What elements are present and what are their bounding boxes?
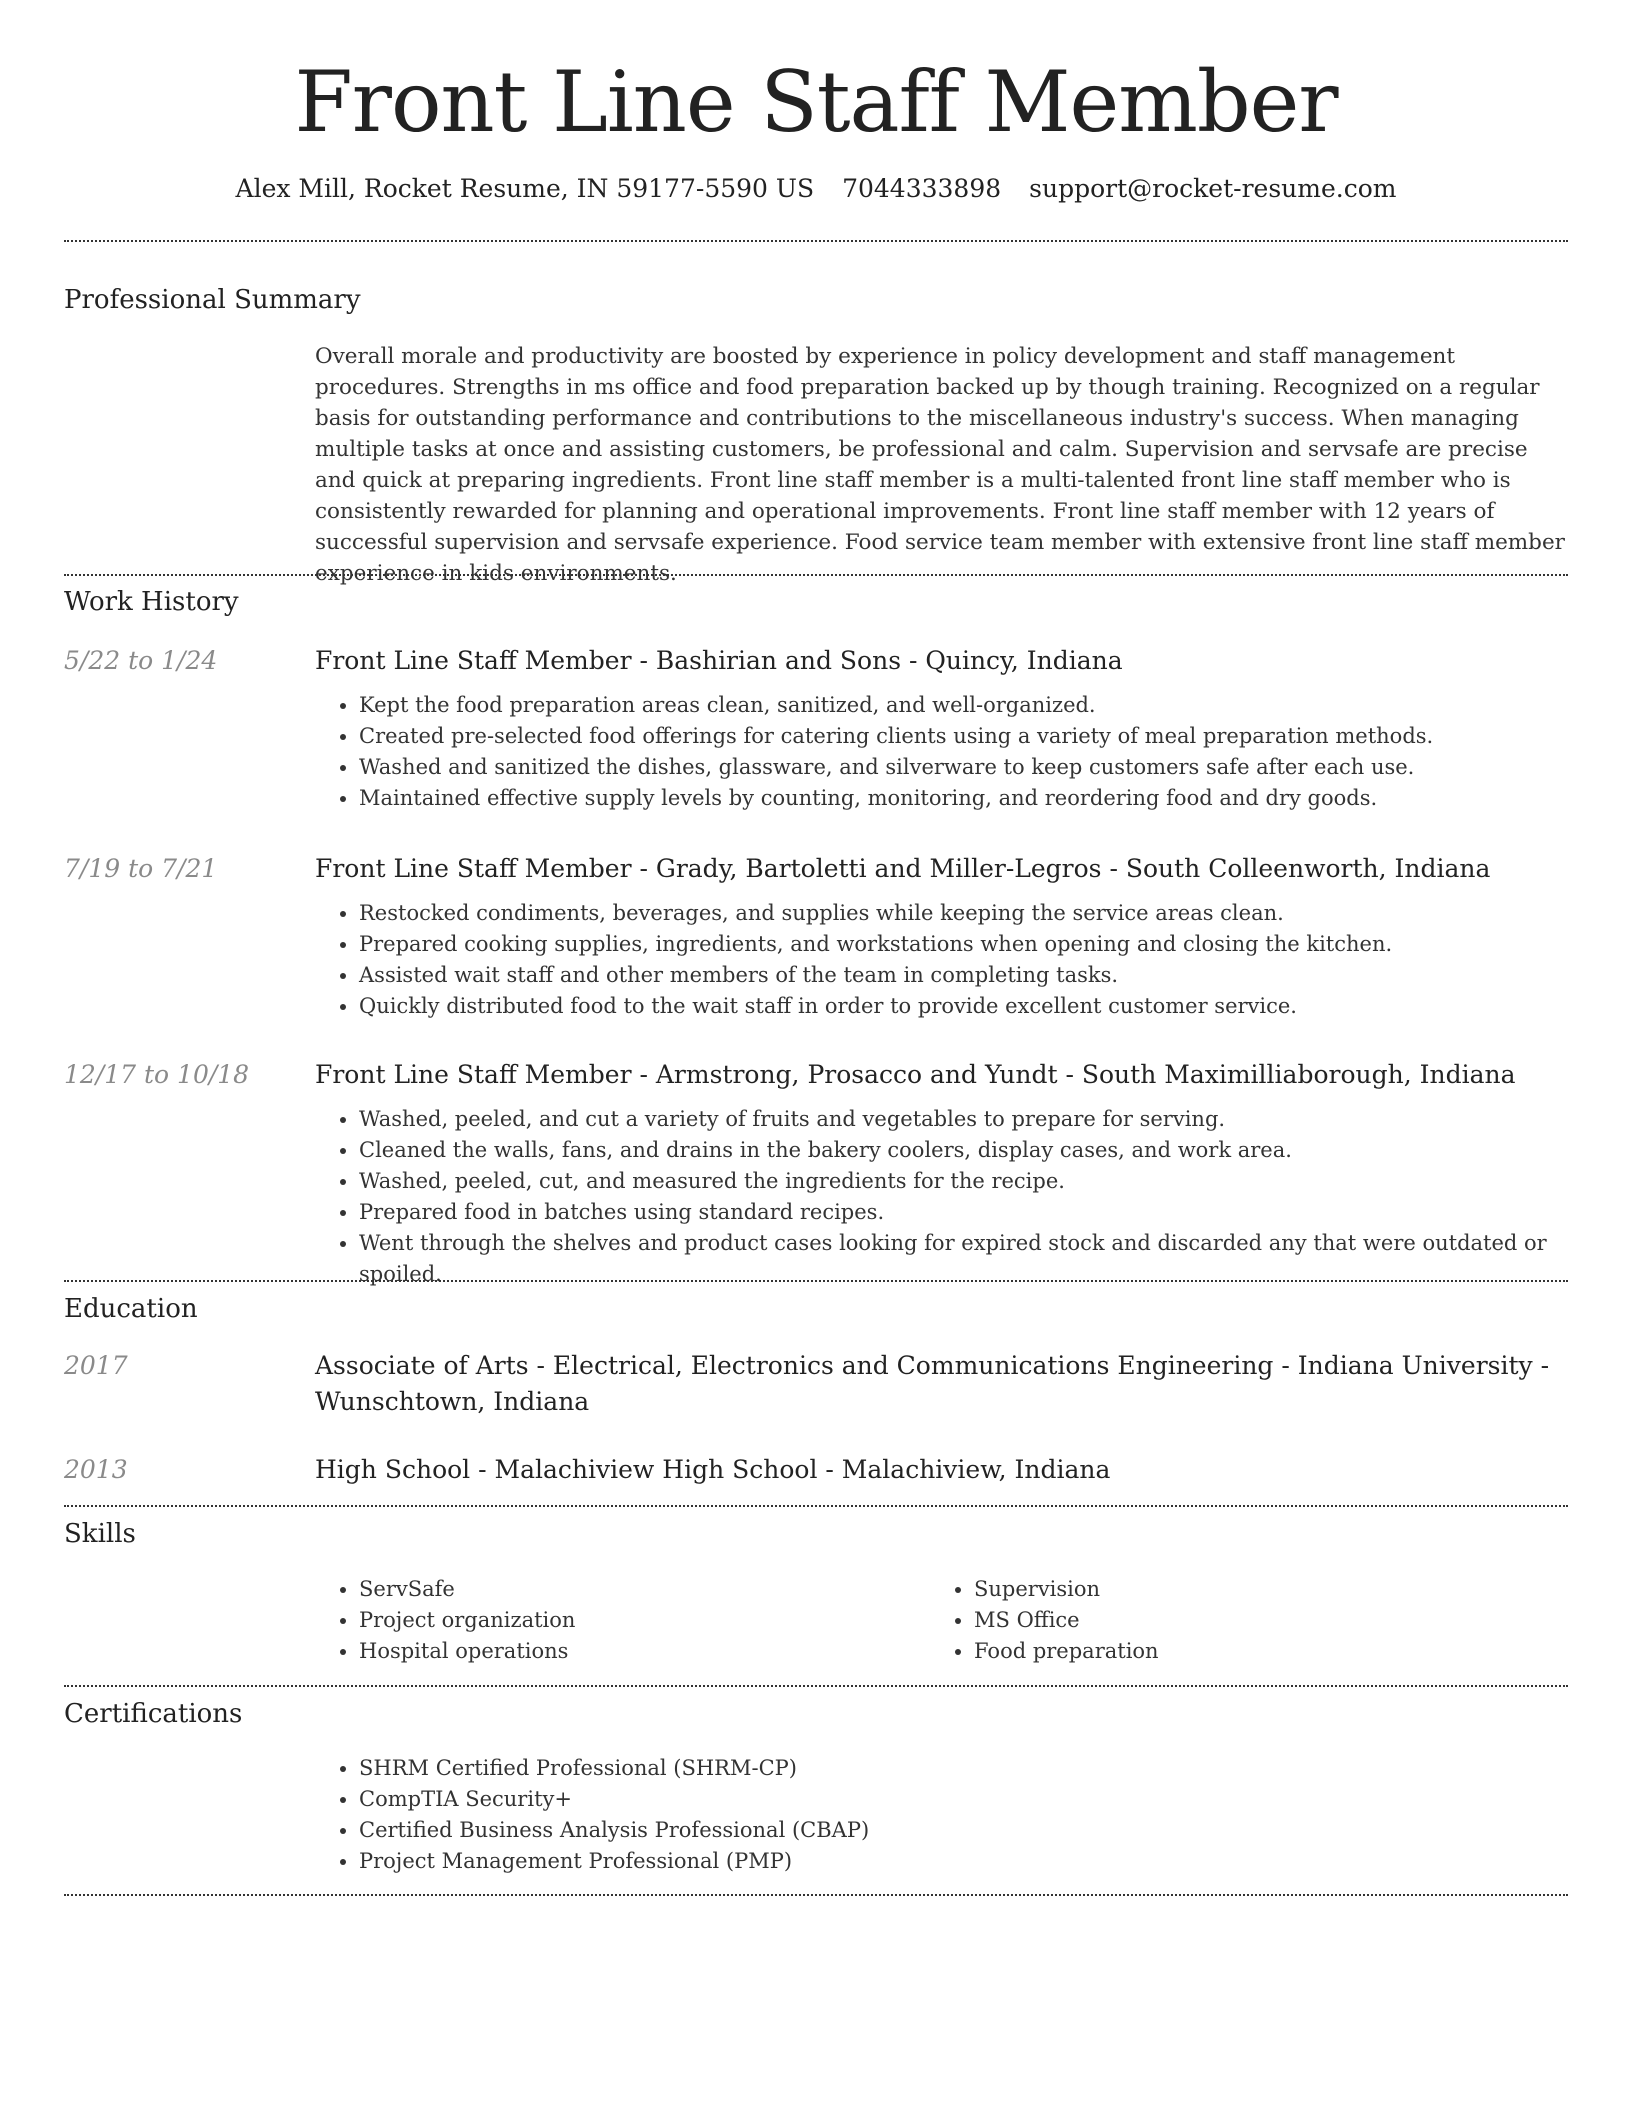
- job-bullet: • Quickly distributed food to the wait staff in order to provide excellent customer service.: [359, 991, 1568, 1022]
- certification-item: • CompTIA Security+: [359, 1784, 1568, 1815]
- job-bullet: • Created pre-selected food offerings for catering clients using a variety of meal preparation methods.: [359, 721, 1568, 752]
- certification-item: • Project Management Professional (PMP): [359, 1846, 1568, 1877]
- job-dates: 5/22 to 1/24: [64, 646, 218, 675]
- education-entry: High School - Malachiview High School - Malachiview, Indiana: [315, 1455, 1111, 1484]
- certification-item: • Certified Business Analysis Professional (CBAP): [359, 1815, 1568, 1846]
- skill-item: • Hospital operations: [359, 1636, 875, 1667]
- section-heading-work: Work History: [64, 587, 239, 617]
- job-dates: 12/17 to 10/18: [64, 1060, 250, 1089]
- job-bullets: [315, 898, 1568, 1022]
- section-heading-skills: Skills: [64, 1519, 136, 1549]
- contact-phone: 7044333898: [842, 174, 1002, 203]
- job-bullet: • Washed, peeled, cut, and measured the ingredients for the recipe.: [359, 1166, 1568, 1197]
- skill-item: • MS Office: [974, 1605, 1490, 1636]
- job-bullet: • Maintained effective supply levels by counting, monitoring, and reordering food and dry goods.: [359, 783, 1568, 814]
- job-bullet: • Restocked condiments, beverages, and supplies while keeping the service areas clean.: [359, 898, 1568, 929]
- education-entry: Associate of Arts - Electrical, Electronics and Communications Engineering - Indiana University - Wunschtown, Indiana: [315, 1351, 1550, 1416]
- skills-column-left: [315, 1574, 875, 1667]
- job-bullet: • Prepared cooking supplies, ingredients, and workstations when opening and closing the kitchen.: [359, 929, 1568, 960]
- divider: [64, 1685, 1568, 1687]
- summary-text: Overall morale and productivity are boosted by experience in policy development and staff management procedures. Strengths in ms office and food preparation backed up by though training. Recognized on a regular basis for outstanding performance and contributions to the miscellaneous industry's success. When managing multiple tasks at once and assisting customers, be professional and calm. Supervision and servsafe are precise and quick at preparing ingredients. Front line staff member is a multi-talented front line staff member who is consistently rewarded for planning and operational improvements. Front line staff member with 12 years of successful supervision and servsafe experience. Food service team member with extensive front line staff member experience in kids environments.: [315, 344, 1565, 586]
- skill-item: • Supervision: [974, 1574, 1490, 1605]
- divider: [64, 1505, 1568, 1507]
- job-entry: [315, 1057, 1568, 1290]
- skills-list: [315, 1574, 875, 1667]
- job-bullet: • Washed and sanitized the dishes, glassware, and silverware to keep customers safe after each use.: [359, 752, 1568, 783]
- job-bullet: • Cleaned the walls, fans, and drains in the bakery coolers, display cases, and work area.: [359, 1135, 1568, 1166]
- certifications-block: [315, 1753, 1568, 1877]
- section-heading-certifications: Certifications: [64, 1699, 243, 1729]
- job-bullet: • Went through the shelves and product cases looking for expired stock and discarded any that were outdated or spoiled.: [359, 1228, 1568, 1290]
- skill-item: • Project organization: [359, 1605, 875, 1636]
- skill-item: • ServSafe: [359, 1574, 875, 1605]
- job-bullet: • Kept the food preparation areas clean, sanitized, and well-organized.: [359, 690, 1568, 721]
- job-bullet: • Assisted wait staff and other members of the team in completing tasks.: [359, 960, 1568, 991]
- education-year: 2013: [64, 1455, 128, 1484]
- job-bullets: [315, 690, 1568, 814]
- certification-item: • SHRM Certified Professional (SHRM-CP): [359, 1753, 1568, 1784]
- certifications-list: [315, 1753, 1568, 1877]
- section-heading-education: Education: [64, 1294, 198, 1324]
- contact-line: [0, 170, 1632, 208]
- skill-item: • Food preparation: [974, 1636, 1490, 1667]
- section-heading-summary: Professional Summary: [64, 285, 361, 315]
- divider: [64, 240, 1568, 242]
- job-title: Front Line Staff Member - Armstrong, Prosacco and Yundt - South Maximilliaborough, Indiana: [315, 1060, 1516, 1089]
- contact-address: Alex Mill, Rocket Resume, IN 59177-5590 US: [235, 174, 815, 203]
- divider: [64, 1894, 1568, 1896]
- job-entry: [315, 851, 1568, 1022]
- job-title: Front Line Staff Member - Bashirian and Sons - Quincy, Indiana: [315, 646, 1123, 675]
- job-title: Front Line Staff Member - Grady, Bartoletti and Miller-Legros - South Colleenworth, Indiana: [315, 854, 1491, 883]
- contact-email: support@rocket-resume.com: [1029, 174, 1397, 203]
- job-dates: 7/19 to 7/21: [64, 854, 218, 883]
- skills-list: [930, 1574, 1490, 1667]
- education-year: 2017: [64, 1351, 128, 1380]
- divider: [64, 574, 1568, 576]
- skills-column-right: [930, 1574, 1490, 1667]
- job-entry: [315, 643, 1568, 814]
- divider: [64, 1280, 1568, 1282]
- job-bullet: • Washed, peeled, and cut a variety of fruits and vegetables to prepare for serving.: [359, 1104, 1568, 1135]
- job-bullet: • Prepared food in batches using standard recipes.: [359, 1197, 1568, 1228]
- resume-name: Front Line Staff Member: [294, 53, 1338, 151]
- job-bullets: [315, 1104, 1568, 1290]
